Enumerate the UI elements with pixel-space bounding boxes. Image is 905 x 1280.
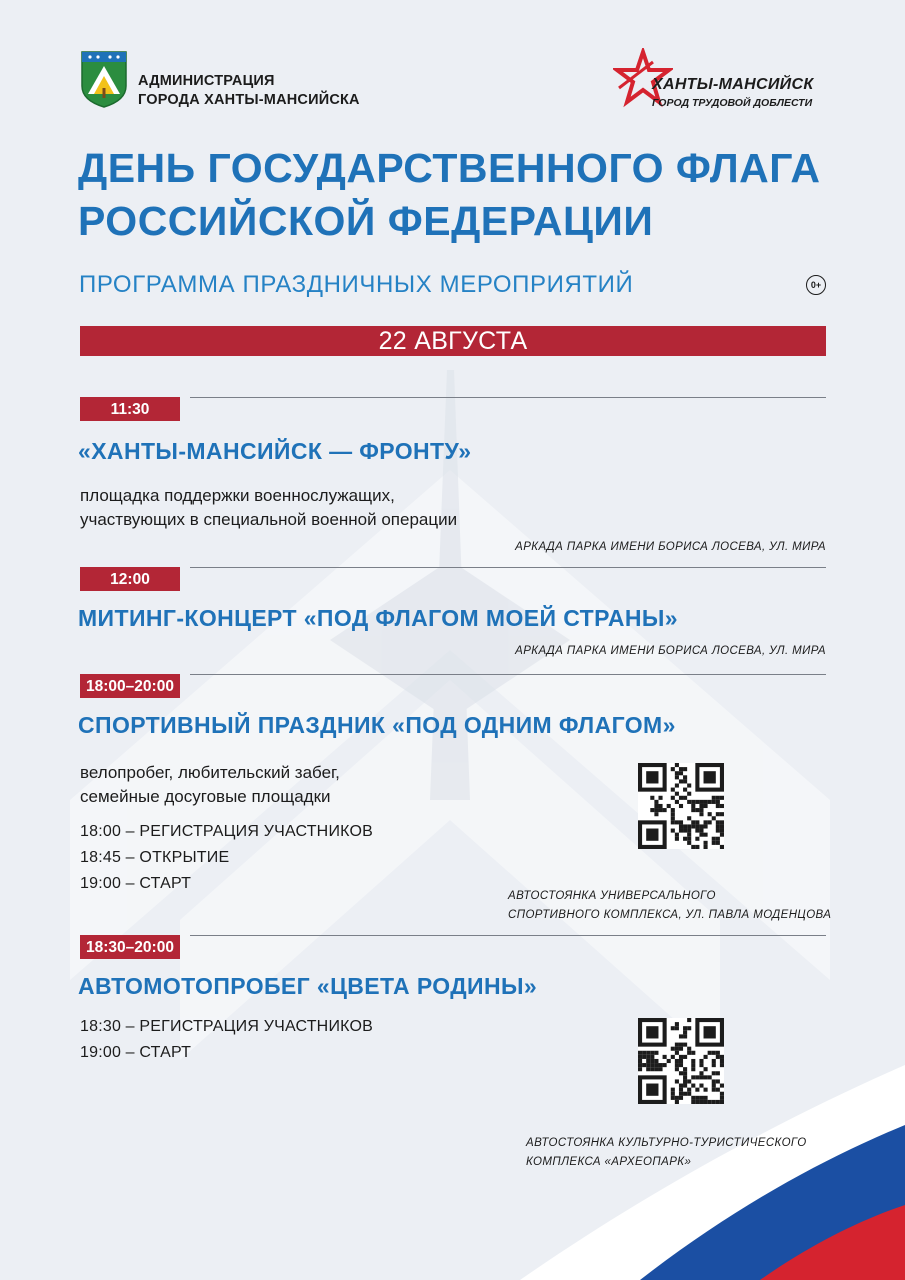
event-4-schedule	[80, 1014, 373, 1066]
event-3-schedule-item-2: 18:45 – ОТКРЫТИЕ	[80, 849, 230, 866]
page-title	[78, 142, 838, 248]
event-4-place	[526, 1134, 807, 1172]
event-3-place	[508, 887, 831, 925]
event-2-time-row	[80, 567, 826, 591]
date-banner: 22 АВГУСТА	[80, 326, 826, 356]
event-1-desc-line-1: площадка поддержки военнослужащих,	[80, 486, 395, 505]
event-2-title: МИТИНГ-КОНЦЕРТ «ПОД ФЛАГОМ МОЕЙ СТРАНЫ»	[78, 605, 678, 631]
age-rating-badge: 0+	[806, 275, 826, 295]
event-2-place-line-1: АРКАДА ПАРКА ИМЕНИ БОРИСА ЛОСЕВА, УЛ. МИРА	[515, 645, 826, 657]
divider-line	[190, 567, 826, 568]
event-1-desc-line-2: участвующих в специальной военной операции	[80, 510, 458, 529]
event-3-schedule-item-1: 18:00 – РЕГИСТРАЦИЯ УЧАСТНИКОВ	[80, 823, 373, 840]
event-1-time-row	[80, 397, 826, 421]
divider-line	[190, 674, 826, 675]
event-3-time-row	[80, 674, 826, 698]
event-3-desc-line-2: семейные досуговые площадки	[80, 787, 331, 806]
qr-code-icon[interactable]	[638, 1018, 724, 1104]
event-2-place	[515, 642, 826, 661]
event-4-schedule-item-1: 18:30 – РЕГИСТРАЦИЯ УЧАСТНИКОВ	[80, 1018, 373, 1035]
event-2-time-badge: 12:00	[80, 567, 180, 591]
event-3-time-badge: 18:00–20:00	[80, 674, 180, 698]
event-4-place-line-1: АВТОСТОЯНКА КУЛЬТУРНО-ТУРИСТИЧЕСКОГО	[526, 1137, 807, 1149]
event-4-time-row	[80, 935, 826, 959]
admin-line-1: АДМИНИСТРАЦИЯ	[138, 73, 275, 89]
event-3-schedule	[80, 819, 373, 897]
event-3-desc-line-1: велопробег, любительский забег,	[80, 763, 340, 782]
event-1-time-badge: 11:30	[80, 397, 180, 421]
brand-line-1: ХАНТЫ-МАНСИЙСК	[652, 76, 814, 93]
city-brand-text	[652, 76, 813, 109]
event-3-title: СПОРТИВНЫЙ ПРАЗДНИК «ПОД ОДНИМ ФЛАГОМ»	[78, 712, 676, 738]
event-4-place-line-2: КОМПЛЕКСА «АРХЕОПАРК»	[526, 1156, 692, 1168]
title-line-1: ДЕНЬ ГОСУДАРСТВЕННОГО ФЛАГА	[78, 145, 821, 191]
event-4-schedule-item-2: 19:00 – СТАРТ	[80, 1044, 192, 1061]
event-1-description	[80, 484, 457, 532]
event-1-place	[515, 538, 826, 557]
admin-line-2: ГОРОДА ХАНТЫ-МАНСИЙСКА	[138, 92, 360, 108]
city-coat-of-arms-icon	[80, 50, 128, 108]
event-1-place-line-1: АРКАДА ПАРКА ИМЕНИ БОРИСА ЛОСЕВА, УЛ. МИРА	[515, 541, 826, 553]
event-4-title: АВТОМОТОПРОБЕГ «ЦВЕТА РОДИНЫ»	[78, 973, 538, 999]
program-subtitle: ПРОГРАММА ПРАЗДНИЧНЫХ МЕРОПРИЯТИЙ	[79, 271, 634, 298]
divider-line	[190, 397, 826, 398]
administration-name	[138, 72, 360, 110]
divider-line	[190, 935, 826, 936]
event-4-time-badge: 18:30–20:00	[80, 935, 180, 959]
event-3-place-line-1: АВТОСТОЯНКА УНИВЕРСАЛЬНОГО	[508, 890, 716, 902]
qr-code-icon[interactable]	[638, 763, 724, 849]
event-3-place-line-2: СПОРТИВНОГО КОМПЛЕКСА, УЛ. ПАВЛА МОДЕНЦОВА	[508, 909, 832, 921]
event-3-schedule-item-3: 19:00 – СТАРТ	[80, 875, 192, 892]
brand-line-2: ГОРОД ТРУДОВОЙ ДОБЛЕСТИ	[652, 97, 813, 109]
event-1-title: «ХАНТЫ-МАНСИЙСК — ФРОНТУ»	[78, 438, 472, 464]
event-3-description	[80, 761, 340, 809]
title-line-2: РОССИЙСКОЙ ФЕДЕРАЦИИ	[78, 198, 654, 244]
